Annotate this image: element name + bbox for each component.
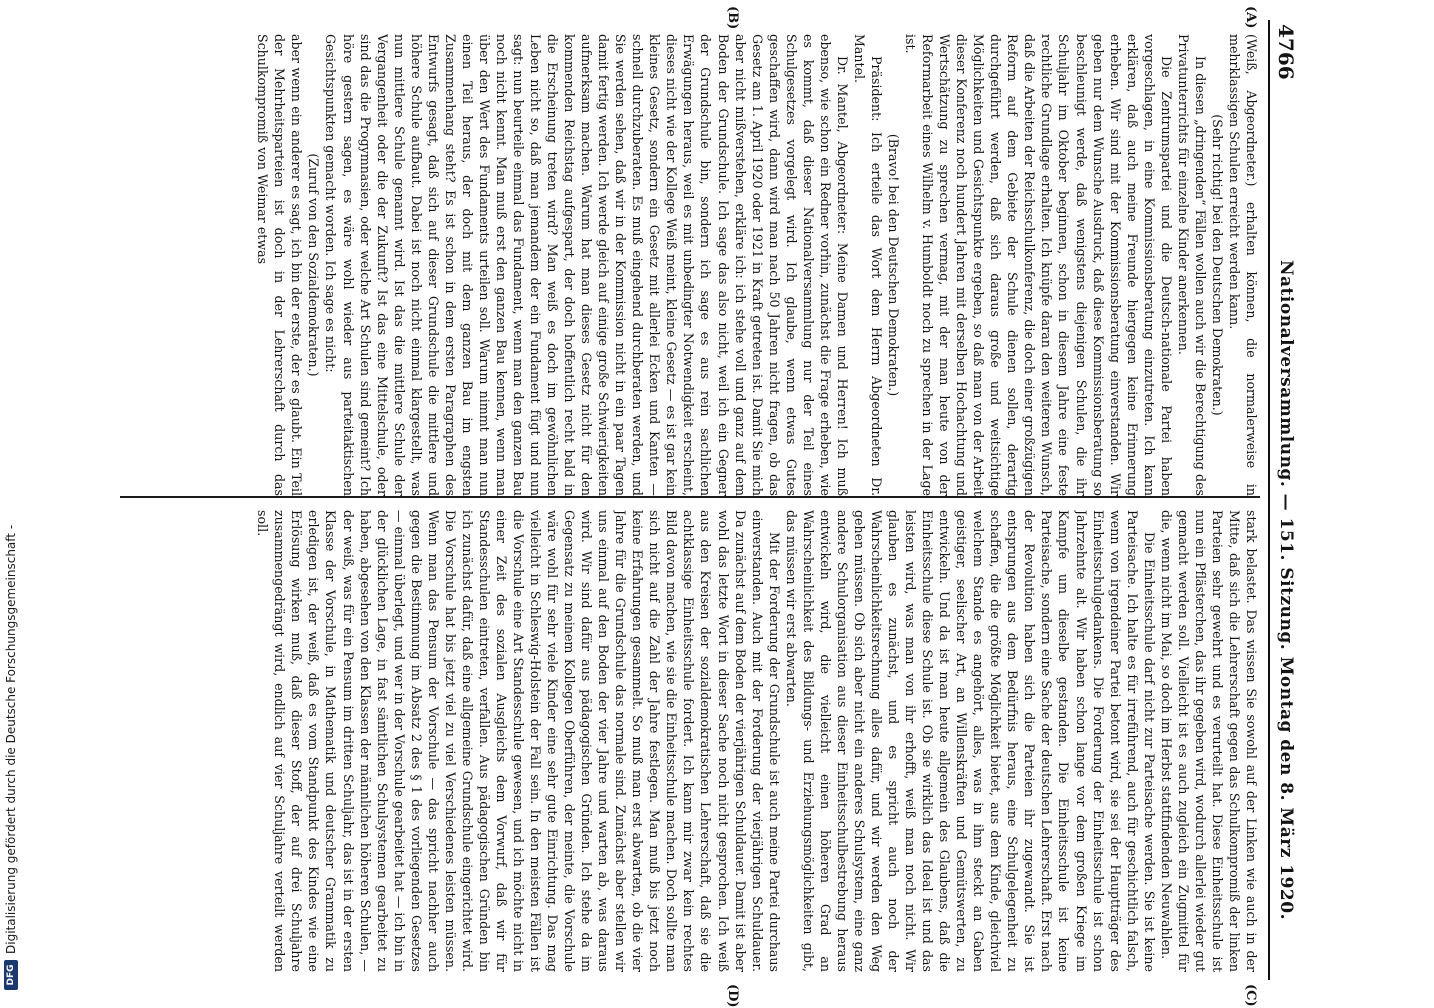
interjection: (Sehr richtig! bei den Deutschen Demokraten.) (1209, 114, 1225, 416)
right-column (115, 510, 1260, 972)
paragraph: Mit der Forderung der Grundschule ist auch meine Partei durchaus einverstanden. Auch mit der Forderung der vierjährigen Schuldauer. Da zunächst auf dem Boden der vierjährigen Schuldauer. Damit ist aber wohl das letzte Wort in dieser Sache noch nicht gesprochen. Ich weiß aus den Kreisen der sozialdemokratischen Lehrerschaft, daß sie die achtklassige Einheitsschule fordert. Ich kann mir zwar kein rechtes Bild davon machen, wie sie die Einheitsschule machen. Doch sollte man sich nicht auf die Zahl der Jahre festlegen. Man muß bis jetzt noch keine Erfahrungen gesammelt. So muß man erst abwarten, ob die vier Jahre für die Grundschule das normale sind. Zunächst aber stellen wir uns einmal auf den Boden der vier Jahre und warten ab, was daraus wird. Wir sind dafür aus pädagogischen Gründen. Ich stehe da im Gegensatz zu meinem Kollegen Oberführen, der meinte, die Vorschule wäre wohl für sehr viele Kinder eine sehr gute Einrichtung. Das mag vielleicht in Schleswig-Holstein der Fall sein. In den meisten Fällen ist die Vorschule eine Art Standesschule gewesen, und ich möchte nicht in einer Zeit des sozialen Ausgleichs dem Vorwurf, daß wir für Standesschulen eintreten, verfallen. Aus pädagogischen Gründen bin ich zunächst dafür, daß eine allgemeine Grundschule eingerichtet wird. Die Vorschule hat bis jetzt viel zu viel Verschiedenes leisten müssen. Wenn man das Pensum der Vorschule — das spricht nachher auch gegen die Bestimmung im Absatz 2 des § 1 des vorliegenden Gesetzes — einmal überlegt, und wer in der Vorschule gearbeitet hat — ich bin in der glücklichen Lage, in fast sämtlichen Schulsystemen gearbeitet zu haben, abgesehen von den Klassen der männlichen höheren Schulen, — der weiß, was für ein Pensum im dritten Schuljahr, das ist in der ersten Klasse der Vorschule, in Mathematik und deutscher Grammatik zu erledigen ist, der weiß, daß es vom Standpunkt des Kindes wie eine Erlösung wirken muß, daß dieser Stoff, der auf drei Schuljahre zusammengedrängt wird, endlich auf vier Schuljahre verteilt werden soll. (255, 510, 782, 972)
left-column (115, 34, 1260, 496)
paragraph: Dr. Mantel, Abgeordneter: Meine Damen und Herren! Ich muß ebenso, wie schon ein Redner vorhin, zunächst die Frage erheben, wie es kommt, daß dieser Nationalversammlung nur der Teil eines Schulgesetzes vorgelegt wird. Ich glaube, wenn etwas Gutes geschaffen wird, dann wird man nach 50 Jahren nicht fragen, ob das Gesetz am 1. April 1920 oder 1921 in Kraft getreten ist. Damit Sie mich aber nicht mißverstehen, erkläre ich: ich stehe voll und ganz auf dem Boden der Grundschule. Ich sage das also nicht, weil ich ein Gegner der Grundschule bin, sondern ich sage es aus rein sachlichen Erwägungen heraus, weil es mit unbedingter Notwendigkeit erscheint, dieses nicht wie der Kollege Weiß meint, kleine Gesetz — es ist gar kein kleines Gesetz, sondern ein Gesetz mit allerlei Ecken und Kanten — schnell durchzuberaten. Es muß eingehend durchberaten werden, und Sie werden sehen, daß wir in der Kommission nicht in ein paar Tagen damit fertig werden. Ich werde gleich auf einige große Schwierigkeiten aufmerksam machen. Warum hat man dieses Gesetz nicht für den kommenden Reichstag aufgespart, der doch hoffentlich recht bald in die Erscheinung treten wird? Man weiß es doch im gewöhnlichen Leben nicht so, daß man jemandem der ein Fundament fügt und nun sagt: nun beurteile einmal das Fundament, wenn man den ganzen Bau noch nicht kennt. Man muß erst den ganzen Bau kennen, wenn man über den Wert des Fundaments urteilen soll. Warum nimmt man nun einen Teil heraus, der doch mit dem ganzen Bau im engsten Zusammenhang steht? Es ist schon in dem ersten Paragraphen des Entwurfs gesagt, daß sich auf dieser Grundschule die mittlere und höhere Schule aufbaut. Dabei ist noch nicht einmal klargestellt, was nun mittlere Schule genannt wird. Ist das die mittlere Schule der Vergangenheit oder die der Zukunft? Ist das eine Mittelschule, oder sind das die Progymnasien, oder welche Art Schulen sind gemeint? Ich höre gestern sagen, es wäre wohl wieder aus parteitaktischen Gesichtspunkten gemacht worden. Ich sage es nicht: (323, 34, 850, 496)
margin-marker-d: (D) (725, 984, 740, 1008)
digitization-credit (0, 0, 22, 1000)
page-header (1268, 20, 1300, 980)
margin-marker-c: (C) (1243, 984, 1258, 1007)
dfg-logo-icon: DFG (4, 960, 18, 990)
margin-marker-a: (A) (1243, 6, 1258, 29)
session-title: Nationalversammlung. — 151. Sitzung. Montag den 8. März 1920. (1276, 260, 1296, 921)
paragraph: (Weiß, Abgeordneter.) erhalten können, die normalerweise in mehrklassigen Schulen erreicht werden kann. (1226, 34, 1259, 496)
paragraph: Präsident: Ich erteile das Wort dem Herrn Abgeordneten Dr. Mantel. (851, 34, 884, 496)
paragraph: aber wenn ein anderer es sagt, ich bin der erste, der es glaubt. Ein Teil der Mehrheitsparteien ist doch in der Lehrerschaft durch das Schulkompromiß von Weimar etwas (255, 34, 305, 496)
paragraph: Die Einheitsschule darf nicht zur Parteisache werden. Sie ist keine Parteisache. Ich halte es für irreführend, auch für geschichtlich falsch, wenn von irgendeiner Partei betont wird, sie sei der Hauptträger des Einheitsschulgedankens. Die Forderung der Einheitsschule ist schon Jahrzehnte alt. Wir haben schon lange vor dem großen Kriege im Kampfe um dieselbe gestanden. Die Einheitsschule ist keine Parteisache, sondern eine Sache der deutschen Lehrerschaft. Erst nach der Revolution haben sich die Parteien ihr zugewandt. Sie ist entsprungen aus dem Bedürfnis heraus, eine Schulgelegenheit zu schaffen, die die größte Möglichkeit bietet, aus dem Kinde, gleichviel welchem Stande es angehört, alles, was in ihm steckt an Gaben geistiger, seelischer Art, an Willenskräften und Gemütswerten, zu entwickeln. Und da ist man heute allgemein des Glaubens, daß die Einheitsschule diese Schule ist. Ob sie wirklich das Ideal ist und das leisten wird, was man von ihr erhofft, weiß man noch nicht. Wir glauben es zunächst, und es spricht auch noch der Wahrscheinlichkeitsrechnung alles dafür, und wir werden den Weg gehen müssen. Ob sich aber nicht ein anderes Schulsystem, eine ganz andere Schulorganisation aus dieser Einheitsschulbestrebung heraus entwickeln wird, die vielleicht einen höheren Grad an Wahrscheinlichkeit des Bildungs- und Erziehungsmöglichkeiten gibt, das müssen wir erst abwarten. (783, 510, 1157, 972)
margin-marker-b: (B) (725, 6, 740, 30)
page-number: 4766 (1274, 24, 1298, 80)
column-divider (120, 496, 1260, 498)
interjection: (Bravo! bei den Deutschen Demokraten.) (886, 133, 902, 397)
credit-text: Digitalisierung gefördert durch die Deutsche Forschungsgemeinschaft - (4, 524, 18, 954)
paragraph: Die Zentrumspartei und die Deutsch-nationale Partei haben vorgeschlagen, in eine Kommissionsberatung einzutreten. Ich kann erklären, daß auch meine Freunde hiergegen keine Erinnerung erheben. Wir sind mit der Kommissionsberatung einverstanden. Wir geben nur dem Wunsche Ausdruck, daß diese Kommissionsberatung so beschleunigt werde, daß wenigstens diejenigen Schulen, die ihr Schuljahr im Oktober beginnen, schon in diesem Jahre eine feste rechtliche Grundlage erhalten. Ich knüpfe daran den weiteren Wunsch, daß die Arbeiten der Reichsschulkonferenz, die doch einer großzügigen Reform auf dem Gebiete der Schule dienen sollen, derartig durchgeführt werden, daß sich daraus große und weitsichtige Möglichkeiten und Gesichtspunkte ergeben, so daß man von der Arbeit dieser Konferenz noch hundert Jahren mit derselben Hochachtung und Wertschätzung zu sprechen vermag, mit der man heute von der Reformarbeit eines Wilhelm v. Humboldt noch zu sprechen in der Lage ist. (903, 34, 1174, 496)
paragraph: stark belastet. Das wissen Sie sowohl auf der Linken wie auch in der Mitte, daß sich die Lehrerschaft gegen das Schulkompromiß der linken Parteien sehr gewehrt und es verurteilt hat. Diese Einheitsschule ist nun ein Pflästerchen, das ihr gegeben wird, wodurch allerlei wieder gut gemacht werden soll. Vielleicht ist es auch zugleich ein Zugmittel für die, wenn nicht im Mai, so doch im Herbst stattfindenden Neuwahlen. (1158, 510, 1259, 972)
interjection: (Zuruf von den Sozialdemokraten.) (306, 153, 322, 377)
printed-page (110, 6, 1300, 1008)
paragraph: In diesen „dringenden“ Fällen wollen auch wir die Berechtigung des Privatunterrichts für einzelne Kinder anerkennen. (1175, 34, 1208, 496)
